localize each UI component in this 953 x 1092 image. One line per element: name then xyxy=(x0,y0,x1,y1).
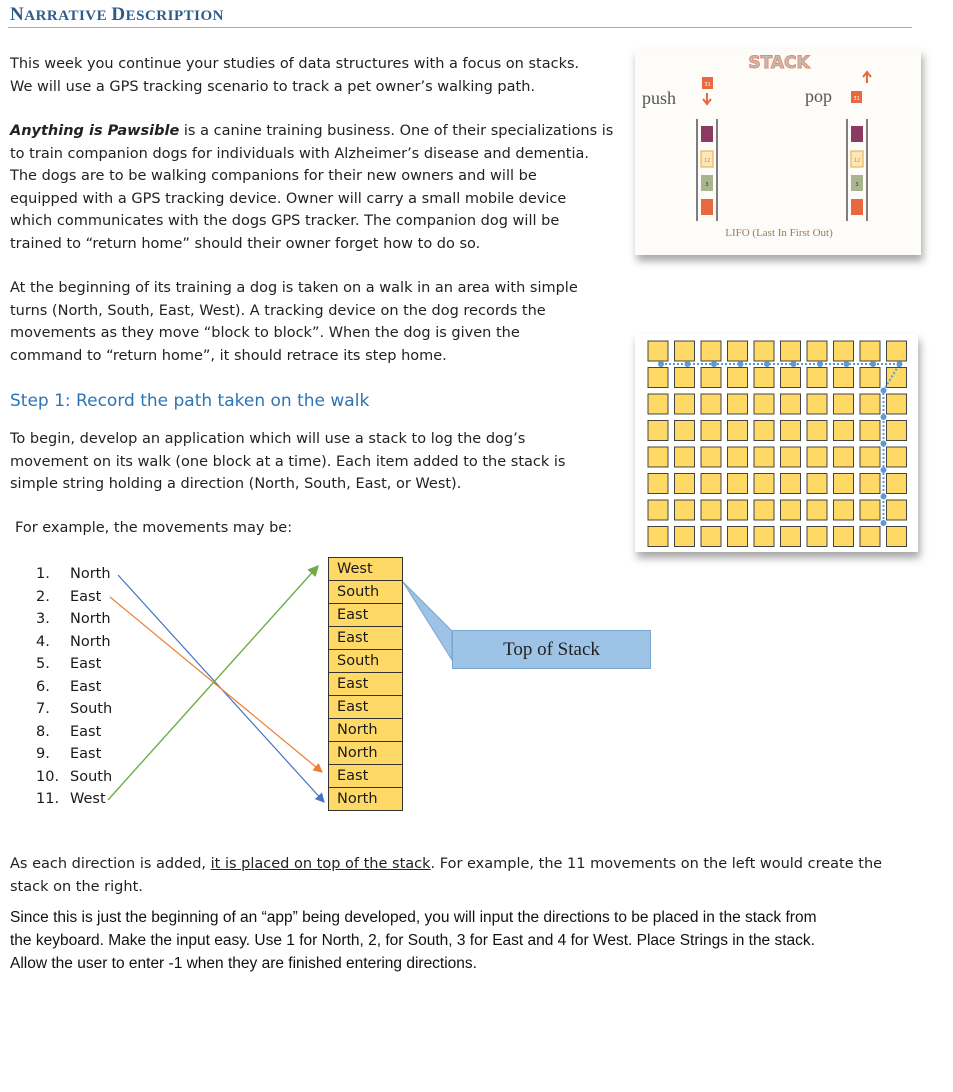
push-top-card: 31 xyxy=(704,82,711,88)
grid-block xyxy=(781,447,801,467)
grid-block xyxy=(701,421,721,441)
walk-path-dot xyxy=(764,361,770,367)
grid-block xyxy=(648,474,668,494)
grid-block xyxy=(754,341,774,361)
develop-paragraph: To begin, develop an application which will use a stack to log the dog’s movement on its walk (one block at a time). Each item added to the stack is simple string holding a direction (North, South, East, or West). xyxy=(10,431,566,492)
stack-cell: East xyxy=(328,764,403,787)
grid-block xyxy=(781,394,801,414)
grid-block xyxy=(648,527,668,547)
grid-block xyxy=(887,527,907,547)
grid-block xyxy=(887,421,907,441)
requirements-paragraph: Since this is just the beginning of an “app” being developed, you will input the directions to be placed in the stack from the keyboard. Make the input easy. Use 1 for North, 2, for South, 3 for East and 4 for West. Place Strings in the stack. Allow the user to enter -1 when they are finished entering directions. xyxy=(10,909,817,972)
pop-card-12: 12 xyxy=(853,158,861,164)
walk-path-dot xyxy=(844,361,850,367)
grid-block xyxy=(675,394,695,414)
grid-block xyxy=(834,394,854,414)
grid-block xyxy=(675,368,695,388)
grid-block xyxy=(701,500,721,520)
grid-block xyxy=(754,527,774,547)
stack-cell: North xyxy=(328,718,403,741)
walk-path-dot xyxy=(881,414,887,420)
callout-pointer xyxy=(403,582,452,660)
walk-path-dot xyxy=(870,361,876,367)
stack-cell: South xyxy=(328,649,403,672)
grid-block xyxy=(807,500,827,520)
step-heading: Step 1: Record the path taken on the walk xyxy=(10,391,370,411)
grid-block xyxy=(675,447,695,467)
list-item-direction: North xyxy=(70,566,111,582)
list-item-direction: South xyxy=(70,768,113,785)
grid-block xyxy=(834,368,854,388)
arrow-west xyxy=(108,566,318,800)
grid-block xyxy=(701,368,721,388)
grid-block xyxy=(860,447,880,467)
grid-block xyxy=(807,527,827,547)
list-item-number: 7. xyxy=(36,701,50,717)
grid-block xyxy=(675,421,695,441)
grid-block xyxy=(728,474,748,494)
grid-block xyxy=(860,500,880,520)
stack-cell: East xyxy=(328,672,403,695)
grid-block xyxy=(648,447,668,467)
grid-block xyxy=(728,500,748,520)
stack-cell: West xyxy=(328,557,403,580)
intro-paragraph: This week you continue your studies of data structures with a focus on stacks. We will use a GPS tracking scenario to track a pet owner’s walking path. xyxy=(10,56,580,95)
grid-block xyxy=(701,341,721,361)
grid-block xyxy=(860,527,880,547)
grid-block xyxy=(701,394,721,414)
grid-block xyxy=(728,527,748,547)
stack-diagram xyxy=(328,557,403,811)
grid-block xyxy=(781,421,801,441)
stack-illustration xyxy=(635,49,921,255)
grid-block xyxy=(648,341,668,361)
grid-block xyxy=(728,447,748,467)
grid-block xyxy=(807,474,827,494)
list-item-number: 10. xyxy=(36,768,60,785)
grid-block xyxy=(834,341,854,361)
walk-path-dot xyxy=(658,361,664,367)
grid-block xyxy=(807,368,827,388)
list-item-number: 8. xyxy=(36,723,50,740)
grid-block xyxy=(781,474,801,494)
grid-block xyxy=(648,394,668,414)
pop-stack xyxy=(847,72,871,221)
list-item-number: 5. xyxy=(36,656,50,672)
list-item-number: 1. xyxy=(36,566,50,582)
grid-block xyxy=(754,368,774,388)
training-paragraph: At the beginning of its training a dog is taken on a walk in an area with simple turns (North, South, East, West). A tracking device on the dog records the movements as they move “block to block”. When the dog is given the command to “return home”, it should retrace its step home. xyxy=(10,280,578,364)
grid-block xyxy=(834,500,854,520)
grid-block xyxy=(860,341,880,361)
grid-block xyxy=(754,421,774,441)
pop-card-3: 3 xyxy=(855,182,859,188)
walk-path-dot xyxy=(817,361,823,367)
list-item-number: 9. xyxy=(36,746,50,762)
grid-block xyxy=(675,527,695,547)
grid-block xyxy=(754,500,774,520)
grid-block xyxy=(675,341,695,361)
grid-block xyxy=(781,368,801,388)
list-item-number: 2. xyxy=(36,588,50,605)
walk-path-dot xyxy=(881,467,887,473)
grid-block xyxy=(834,447,854,467)
stack-cell: South xyxy=(328,580,403,603)
pop-top-card: 31 xyxy=(853,96,860,102)
grid-block xyxy=(728,341,748,361)
grid-block xyxy=(701,474,721,494)
grid-block xyxy=(887,500,907,520)
list-item-number: 11. xyxy=(36,791,60,807)
grid-block xyxy=(834,527,854,547)
push-stack xyxy=(697,77,717,221)
grid-block xyxy=(675,500,695,520)
walk-grid-illustration xyxy=(635,334,918,552)
stack-cell: East xyxy=(328,626,403,649)
grid-block xyxy=(754,447,774,467)
grid-block xyxy=(754,474,774,494)
lifo-caption: LIFO (Last In First Out) xyxy=(725,227,833,239)
arrow-east xyxy=(110,597,322,772)
grid-block xyxy=(781,500,801,520)
list-item-direction: East xyxy=(70,678,102,695)
business-name: Anything is Pawsible xyxy=(10,123,180,139)
grid-block xyxy=(807,421,827,441)
stack-explanation: As each direction is added, it is placed on top of the stack. For example, the 11 movements on the left would create the stack on the right. xyxy=(10,856,883,895)
grid-block xyxy=(754,394,774,414)
push-card-3: 3 xyxy=(705,182,709,188)
grid-block xyxy=(887,447,907,467)
list-item-direction: North xyxy=(70,633,111,650)
list-item-number: 6. xyxy=(36,678,50,695)
grid-block xyxy=(648,500,668,520)
stack-cell: North xyxy=(328,787,403,811)
grid-block xyxy=(834,421,854,441)
business-paragraph: Anything is Pawsible is a canine training business. One of their specializations is to train companion dogs for individuals with Alzheimer’s disease and dementia. The dogs are to be walking companions for their new owners and will be equipped with a GPS tracking device. Owner will carry a small mobile device which communicates with the dogs GPS tracker. The companion dog will be trained to “return home” should their owner forget how to do so. xyxy=(10,123,614,252)
grid-block xyxy=(887,341,907,361)
top-of-stack-callout: Top of Stack xyxy=(452,630,651,669)
grid-block xyxy=(807,394,827,414)
walk-path-dot xyxy=(881,441,887,447)
walk-path-dot xyxy=(881,494,887,500)
walk-path-dot xyxy=(791,361,797,367)
walk-path-dot xyxy=(881,388,887,394)
push-label: push xyxy=(642,88,677,108)
walk-path-dot xyxy=(685,361,691,367)
stack-illustration-title: STACK xyxy=(748,53,810,73)
pop-label: pop xyxy=(805,86,832,106)
grid-block xyxy=(807,341,827,361)
list-item-direction: West xyxy=(70,791,106,807)
section-heading: NARRATIVE DESCRIPTION xyxy=(10,4,224,25)
list-item-direction: East xyxy=(70,588,102,605)
grid-block xyxy=(887,394,907,414)
grid-block xyxy=(701,527,721,547)
grid-block xyxy=(701,447,721,467)
list-item-number: 4. xyxy=(36,633,50,650)
list-item-number: 3. xyxy=(36,611,50,627)
list-item-direction: North xyxy=(70,611,111,627)
stack-cell: East xyxy=(328,603,403,626)
grid-block xyxy=(860,368,880,388)
list-item-direction: East xyxy=(70,723,102,740)
grid-block xyxy=(860,474,880,494)
list-item-direction: East xyxy=(70,656,102,672)
list-item-direction: East xyxy=(70,746,102,762)
grid-block xyxy=(728,394,748,414)
grid-block xyxy=(834,474,854,494)
grid-block xyxy=(887,474,907,494)
grid-block xyxy=(728,421,748,441)
grid-block xyxy=(860,421,880,441)
grid-block xyxy=(648,421,668,441)
grid-block xyxy=(781,527,801,547)
grid-block xyxy=(648,368,668,388)
stack-cell: North xyxy=(328,741,403,764)
grid-block xyxy=(728,368,748,388)
walk-path-dot xyxy=(897,361,903,367)
stack-cell: East xyxy=(328,695,403,718)
list-item-direction: South xyxy=(70,701,113,717)
example-intro: For example, the movements may be: xyxy=(15,520,293,536)
push-card-12: 12 xyxy=(703,158,711,164)
grid-block xyxy=(860,394,880,414)
walk-path-dot xyxy=(738,361,744,367)
walk-path-dot xyxy=(711,361,717,367)
grid-block xyxy=(675,474,695,494)
walk-path-dot xyxy=(881,520,887,526)
grid-block xyxy=(807,447,827,467)
grid-block xyxy=(781,341,801,361)
